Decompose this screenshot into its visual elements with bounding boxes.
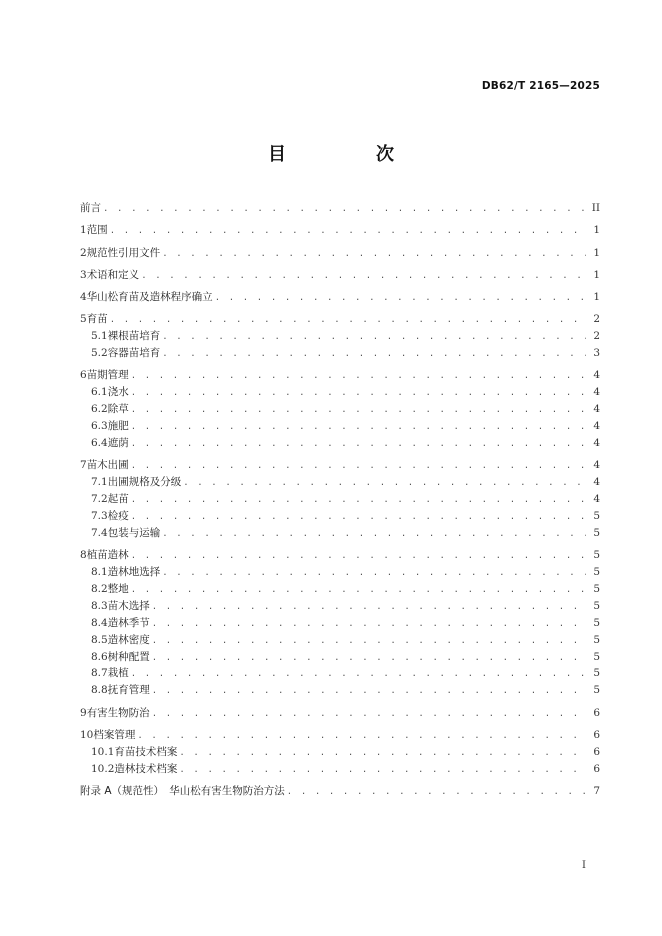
toc-entry-page: 3 — [593, 347, 600, 360]
toc-entry-page: 2 — [593, 313, 600, 326]
toc-title: 目 次 — [268, 144, 430, 165]
toc-entry-label: 规范性引用文件 — [86, 246, 161, 259]
toc-entry-label: 华山松育苗及造林程序确立 — [86, 291, 213, 304]
toc-leader-dots — [152, 650, 586, 667]
toc-entry[interactable] — [80, 367, 600, 384]
toc-entry-number: 10 — [80, 728, 94, 741]
toc-leader-dots — [162, 565, 586, 582]
toc-entry-label: 苗期管理 — [86, 369, 129, 382]
toc-entry-page: II — [591, 202, 600, 214]
toc-entry-page: 4 — [593, 493, 600, 506]
toc-entry-number: 8.7 — [91, 667, 108, 680]
toc-entry[interactable] — [80, 457, 600, 474]
toc-entry[interactable] — [80, 744, 600, 761]
toc-entry-page: 4 — [593, 459, 600, 472]
toc-entry-number: 1 — [80, 224, 87, 237]
toc-entry-label: 整地 — [107, 582, 129, 595]
toc-entry[interactable] — [80, 598, 600, 615]
toc-leader-dots — [131, 368, 586, 385]
toc-leader-dots — [110, 223, 586, 240]
toc-entry-number: 8.1 — [91, 566, 108, 579]
toc-leader-dots — [131, 385, 586, 402]
toc-entry-label: 造林密度 — [107, 633, 150, 646]
toc-entry-number: 7.4 — [91, 526, 108, 539]
toc-entry-number: 7.3 — [91, 509, 108, 522]
toc-entry-label: 育苗技术档案 — [114, 745, 178, 758]
toc-entry-number: 8.6 — [91, 650, 108, 663]
toc-entry-page: 2 — [593, 330, 600, 343]
toc-entry-label: 浇水 — [107, 386, 129, 399]
table-of-contents — [80, 200, 600, 800]
toc-entry-label: 裸根苗培育 — [107, 330, 161, 343]
toc-leader-dots — [103, 201, 586, 218]
toc-entry[interactable] — [80, 705, 600, 722]
toc-entry-page: 1 — [593, 224, 600, 237]
toc-leader-dots — [131, 509, 586, 526]
toc-entry-page: 7 — [593, 784, 600, 797]
toc-entry[interactable] — [80, 508, 600, 525]
page-number: I — [582, 860, 586, 871]
toc-entry[interactable] — [80, 267, 600, 284]
toc-entry-page: 6 — [593, 706, 600, 719]
toc-leader-dots — [131, 458, 586, 475]
toc-entry-page: 6 — [593, 762, 600, 775]
toc-entry[interactable] — [80, 564, 600, 581]
toc-entry[interactable] — [80, 418, 600, 435]
toc-entry-number: 2 — [80, 246, 87, 259]
toc-entry-label: 苗木出圃 — [86, 459, 129, 472]
toc-leader-dots — [162, 346, 586, 363]
toc-entry-page: 5 — [593, 616, 600, 629]
toc-entry-number: 7 — [80, 459, 87, 472]
toc-entry-number: 5 — [80, 313, 87, 326]
toc-entry-number: 5.1 — [91, 330, 108, 343]
toc-leader-dots — [162, 526, 586, 543]
toc-entry-number: 6.3 — [91, 420, 108, 433]
toc-entry-page: 1 — [593, 268, 600, 281]
toc-leader-dots — [162, 246, 586, 263]
toc-entry[interactable] — [80, 435, 600, 452]
toc-entry-label: 出圃规格及分级 — [107, 476, 182, 489]
toc-entry[interactable] — [80, 727, 600, 744]
toc-entry-page: 4 — [593, 403, 600, 416]
toc-leader-dots — [183, 475, 586, 492]
toc-entry-page: 5 — [593, 633, 600, 646]
toc-entry[interactable] — [80, 328, 600, 345]
toc-entry-number: 9 — [80, 706, 87, 719]
toc-entry[interactable] — [80, 311, 600, 328]
toc-leader-dots — [131, 666, 586, 683]
toc-entry-page: 6 — [593, 728, 600, 741]
toc-leader-dots — [152, 616, 586, 633]
toc-entry-number: 10.1 — [91, 745, 115, 758]
toc-entry-page: 4 — [593, 437, 600, 450]
toc-entry[interactable] — [80, 783, 600, 800]
toc-entry-label: 容器苗培育 — [107, 347, 161, 360]
toc-entry-page: 5 — [593, 582, 600, 595]
toc-entry-page: 5 — [593, 650, 600, 663]
toc-entry-label: 植苗造林 — [86, 549, 129, 562]
toc-leader-dots — [131, 402, 586, 419]
toc-entry-number: 8.2 — [91, 582, 108, 595]
toc-entry[interactable] — [80, 581, 600, 598]
toc-entry[interactable] — [80, 200, 600, 217]
toc-entry-page: 5 — [593, 526, 600, 539]
toc-entry-number: 8.5 — [91, 633, 108, 646]
toc-entry-label: 术语和定义 — [86, 268, 140, 281]
toc-entry[interactable] — [80, 649, 600, 666]
toc-entry-page: 5 — [593, 509, 600, 522]
toc-entry-page: 5 — [593, 549, 600, 562]
toc-entry[interactable] — [80, 682, 600, 699]
toc-leader-dots — [152, 706, 586, 723]
toc-entry[interactable] — [80, 665, 600, 682]
document-code: DB62/T 2165—2025 — [481, 80, 600, 92]
toc-leader-dots — [215, 290, 586, 307]
toc-entry-number: 6.2 — [91, 403, 108, 416]
toc-leader-dots — [141, 268, 586, 285]
toc-entry-label: 栽植 — [107, 667, 129, 680]
toc-leader-dots — [137, 728, 586, 745]
toc-entry-label: 范围 — [86, 224, 108, 237]
toc-entry-page: 4 — [593, 369, 600, 382]
toc-leader-dots — [287, 784, 586, 801]
toc-leader-dots — [152, 599, 586, 616]
toc-leader-dots — [110, 312, 586, 329]
toc-entry-page: 5 — [593, 599, 600, 612]
toc-entry-label: 造林季节 — [107, 616, 150, 629]
toc-entry-number: 10.2 — [91, 762, 115, 775]
toc-entry-label: 除草 — [107, 403, 129, 416]
toc-entry-label: 造林地选择 — [107, 566, 161, 579]
toc-entry-page: 4 — [593, 476, 600, 489]
toc-entry-label: 抚育管理 — [107, 684, 150, 697]
toc-entry-label: 档案管理 — [93, 728, 136, 741]
toc-entry-number: 8 — [80, 549, 87, 562]
toc-entry-label: 前言 — [80, 202, 101, 214]
toc-leader-dots — [131, 548, 586, 565]
toc-entry[interactable] — [80, 401, 600, 418]
toc-entry-number: 3 — [80, 268, 87, 281]
toc-entry[interactable] — [80, 547, 600, 564]
toc-entry-page: 1 — [593, 291, 600, 304]
toc-entry-number: 5.2 — [91, 347, 108, 360]
toc-leader-dots — [131, 436, 586, 453]
toc-entry-label: 苗木选择 — [107, 599, 150, 612]
toc-entry[interactable] — [80, 345, 600, 362]
toc-entry[interactable] — [80, 245, 600, 262]
toc-entry-page: 5 — [593, 684, 600, 697]
toc-leader-dots — [131, 582, 586, 599]
toc-entry[interactable] — [80, 525, 600, 542]
toc-entry-page: 1 — [593, 246, 600, 259]
toc-leader-dots — [152, 683, 586, 700]
toc-entry-label: 遮荫 — [107, 437, 129, 450]
toc-entry-number: 8.8 — [91, 684, 108, 697]
toc-entry[interactable] — [80, 289, 600, 306]
toc-entry-label: 有害生物防治 — [86, 706, 150, 719]
toc-entry[interactable] — [80, 491, 600, 508]
toc-entry-label: 包装与运输 — [107, 526, 161, 539]
toc-leader-dots — [179, 762, 586, 779]
toc-leader-dots — [152, 633, 586, 650]
toc-entry[interactable] — [80, 632, 600, 649]
toc-entry-number: 6.4 — [91, 437, 108, 450]
toc-entry[interactable] — [80, 222, 600, 239]
toc-entry[interactable] — [80, 384, 600, 401]
toc-entry-page: 4 — [593, 420, 600, 433]
toc-entry-label: 造林技术档案 — [114, 762, 178, 775]
toc-entry-label: 育苗 — [86, 313, 108, 326]
toc-entry-number: 8.3 — [91, 599, 108, 612]
toc-entry-label: 树种配置 — [107, 650, 150, 663]
toc-entry-number: 7.2 — [91, 493, 108, 506]
toc-entry-label: 附录 A（规范性） 华山松有害生物防治方法 — [80, 784, 285, 797]
toc-entry-label: 起苗 — [107, 493, 129, 506]
toc-entry-label: 检疫 — [107, 509, 129, 522]
toc-entry-page: 6 — [593, 745, 600, 758]
toc-entry-number: 6 — [80, 369, 87, 382]
toc-entry-number: 4 — [80, 291, 87, 304]
toc-leader-dots — [131, 492, 586, 509]
toc-entry-number: 8.4 — [91, 616, 108, 629]
toc-leader-dots — [162, 329, 586, 346]
toc-entry-page: 5 — [593, 667, 600, 680]
toc-entry[interactable] — [80, 474, 600, 491]
toc-entry-label: 施肥 — [107, 420, 129, 433]
toc-entry-page: 4 — [593, 386, 600, 399]
toc-entry-page: 5 — [593, 566, 600, 579]
toc-leader-dots — [179, 745, 586, 762]
toc-entry[interactable] — [80, 615, 600, 632]
toc-leader-dots — [131, 419, 586, 436]
toc-entry-number: 6.1 — [91, 386, 108, 399]
toc-entry-number: 7.1 — [91, 476, 108, 489]
toc-entry[interactable] — [80, 761, 600, 778]
